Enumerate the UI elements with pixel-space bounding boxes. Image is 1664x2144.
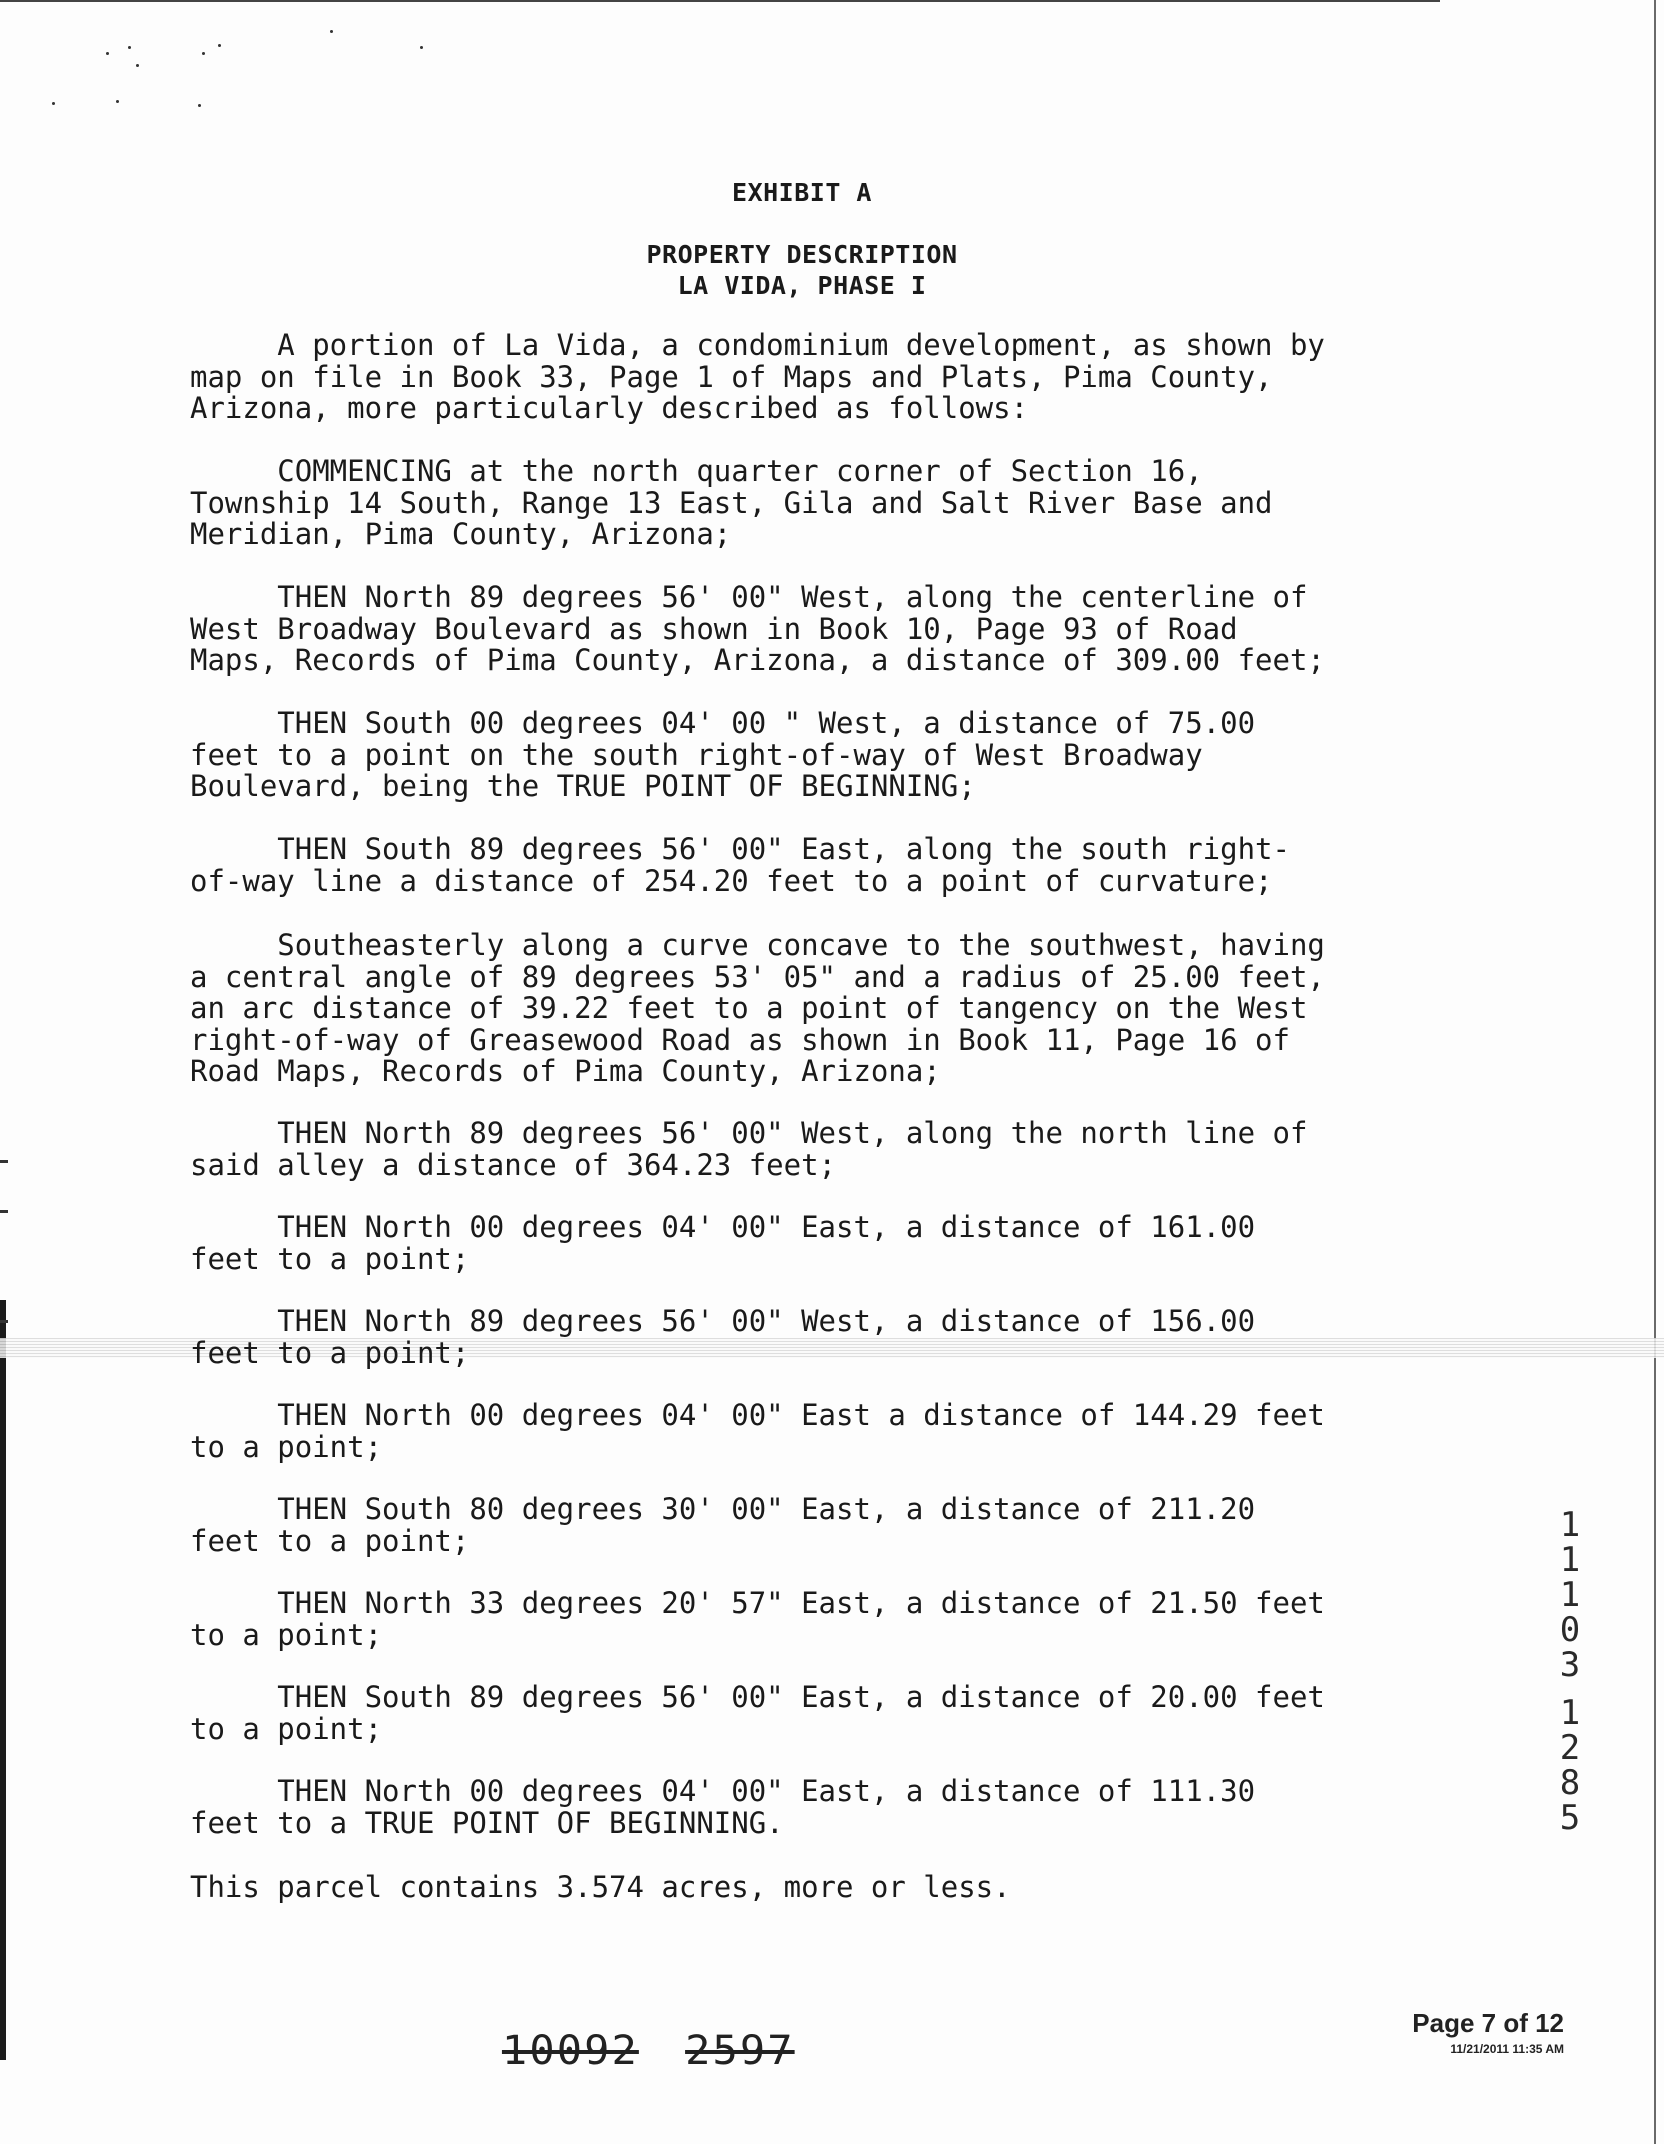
scan-left-tick <box>0 1320 8 1323</box>
scan-left-tick <box>0 1160 8 1163</box>
curve-paragraph: Southeasterly along a curve concave to the southwest, having a central angle of 89 degrees 53' 05" and a radius of 25.00 feet, an arc distance of 39.22 feet to a point of tangency on the West right-of-way of Greasewood Road as shown in Book 11, Page 16 of Road Maps, Records of Pima County, Arizona; <box>190 928 1325 1088</box>
recording-number-top: 1 1 1 0 3 <box>1559 1505 1581 1685</box>
property-description-heading: PROPERTY DESCRIPTION <box>646 240 958 269</box>
course-paragraph: THEN South 89 degrees 56' 00" East, along the south right- of-way line a distance of 254.20 feet to a point of curvature; <box>190 832 1290 898</box>
scan-speck <box>128 46 131 49</box>
phase-heading: LA VIDA, PHASE I <box>677 271 927 300</box>
scan-speck <box>198 104 201 107</box>
course-paragraph: THEN South 80 degrees 30' 00" East, a distance of 211.20 feet to a point; <box>190 1492 1256 1558</box>
scan-speck <box>116 100 119 103</box>
course-paragraph: THEN South 00 degrees 04' 00 " West, a distance of 75.00 feet to a point on the south right-of-way of West Broadway Boulevard, being the TRUE POINT OF BEGINNING; <box>190 706 1256 803</box>
scan-speck <box>52 102 55 105</box>
struck-number-left: 10092 <box>501 2028 639 2074</box>
scan-left-tick <box>0 1210 8 1213</box>
course-paragraph: THEN North 89 degrees 56' 00" West, along the north line of said alley a distance of 364.23 feet; <box>190 1116 1308 1182</box>
acreage-statement: This parcel contains 3.574 acres, more or less. <box>190 1870 1011 1904</box>
commencing-paragraph: COMMENCING at the north quarter corner of Section 16, Township 14 South, Range 13 East, Gila and Salt River Base and Meridian, Pima County, Arizona; <box>190 454 1273 551</box>
closing-course-paragraph: THEN North 00 degrees 04' 00" East, a distance of 111.30 feet to a TRUE POINT OF BEGINNING. <box>190 1774 1256 1840</box>
struck-recording-number <box>502 2028 841 2074</box>
scan-speck <box>218 44 221 47</box>
course-paragraph: THEN South 89 degrees 56' 00" East, a distance of 20.00 feet to a point; <box>190 1680 1325 1746</box>
scan-speck <box>136 64 139 67</box>
struck-number-right: 2597 <box>685 2028 795 2074</box>
page-number: Page 7 of 12 <box>1412 2008 1564 2038</box>
scan-top-edge <box>0 0 1440 2</box>
course-paragraph: THEN North 00 degrees 04' 00" East, a distance of 161.00 feet to a point; <box>190 1210 1256 1276</box>
course-paragraph: THEN North 89 degrees 56' 00" West, a distance of 156.00 feet to a point; <box>190 1304 1256 1370</box>
scan-right-edge <box>1654 0 1656 2144</box>
intro-paragraph: A portion of La Vida, a condominium development, as shown by map on file in Book 33, Page 1 of Maps and Plats, Pima County, Arizona, more particularly described as follows: <box>190 328 1325 425</box>
recording-number-bottom: 1 2 8 5 <box>1559 1693 1581 1838</box>
page-timestamp: 11/21/2011 11:35 AM <box>1450 2042 1564 2056</box>
exhibit-title: EXHIBIT A <box>732 178 872 207</box>
scan-speck <box>202 52 205 55</box>
scan-speck <box>106 52 109 55</box>
course-paragraph: THEN North 33 degrees 20' 57" East, a distance of 21.50 feet to a point; <box>190 1586 1325 1652</box>
course-paragraph: THEN North 00 degrees 04' 00" East a distance of 144.29 feet to a point; <box>190 1398 1325 1464</box>
scan-speck <box>330 30 333 33</box>
course-paragraph: THEN North 89 degrees 56' 00" West, along the centerline of West Broadway Boulevard as shown in Book 10, Page 93 of Road Maps, Records of Pima County, Arizona, a distance of 309.00 feet; <box>190 580 1325 677</box>
scan-speck <box>420 46 423 49</box>
scan-left-edge <box>0 1300 6 2060</box>
